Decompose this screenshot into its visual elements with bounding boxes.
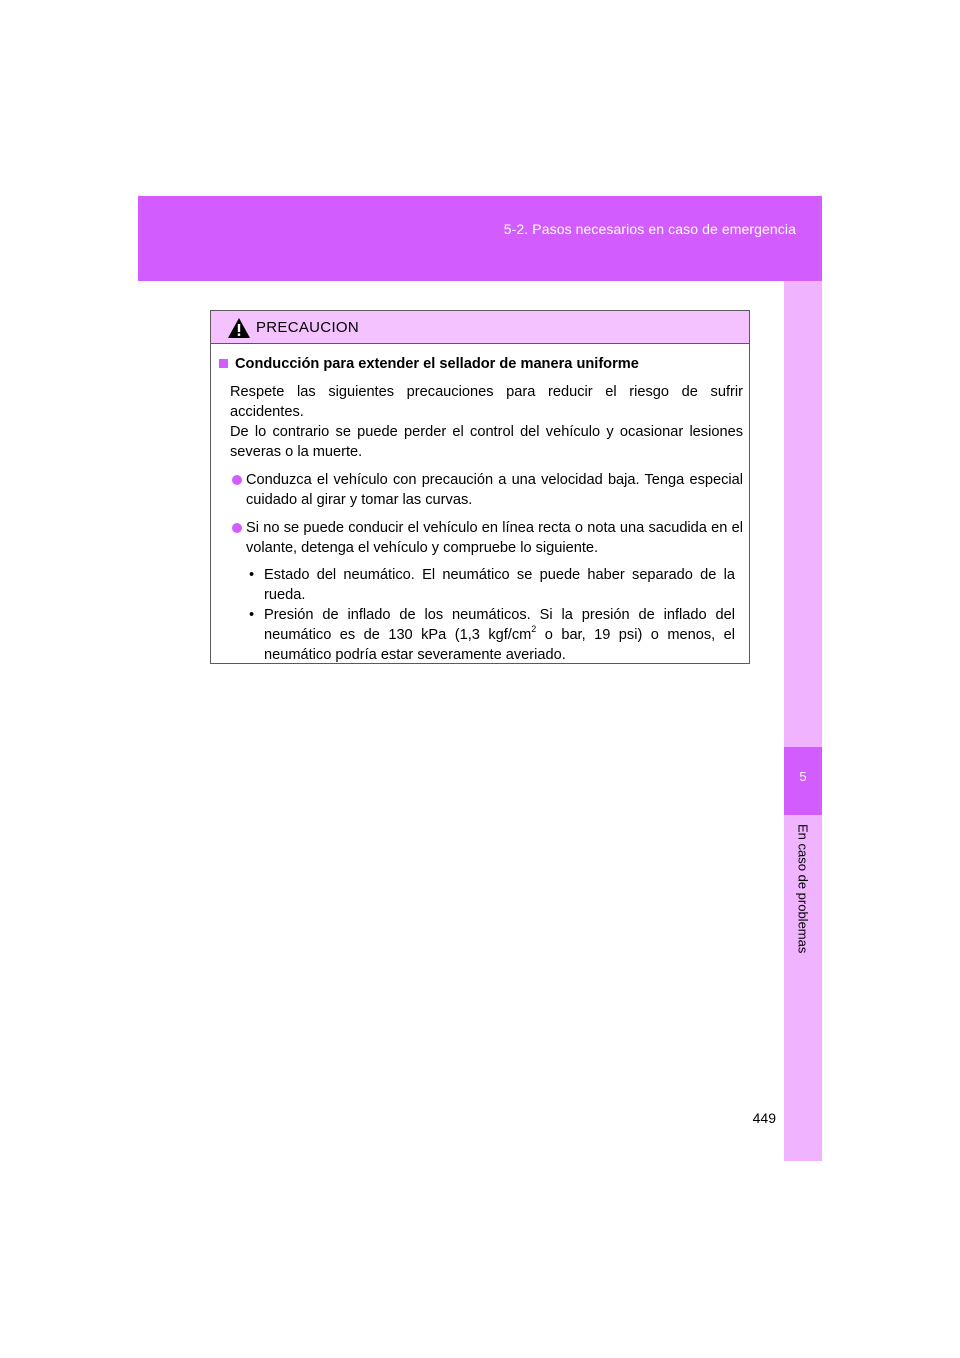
sub-bullet: • (249, 567, 255, 583)
sub-item-text-part: o bar, 19 psi) o menos, el neumático podría estar severamente averiado. (264, 627, 735, 663)
caution-header (211, 311, 749, 344)
chapter-title-text: En caso de problemas (795, 824, 811, 954)
sub-list-item (249, 605, 743, 665)
section-title: 5-2. Pasos necesarios en caso de emergencia (503, 221, 796, 237)
list-item (219, 518, 743, 558)
chapter-side-tab (784, 281, 822, 1161)
intro-text-1: Respete las siguientes precauciones para reducir el riesgo de sufrir accidentes. (230, 384, 743, 420)
caution-body (211, 344, 749, 665)
chapter-number-block (784, 747, 822, 815)
caution-label: PRECAUCION (256, 318, 360, 336)
list-item-text: Conduzca el vehículo con precaución a una velocidad baja. Tenga especial cuidado al girar y tomar las curvas. (246, 472, 743, 508)
list-item (219, 470, 743, 510)
sub-item-text: Estado del neumático. El neumático se puede haber separado de la rueda. (264, 567, 735, 603)
section-heading-text: Conducción para extender el sellador de manera uniforme (235, 356, 639, 372)
caution-box (210, 310, 750, 664)
page-header (138, 196, 822, 281)
section-heading (219, 354, 743, 374)
square-bullet-icon (219, 359, 228, 368)
sub-item-text-part: Presión de inflado de los neumáticos. Si la presión de inflado del neumático es de 130 kPa (1,3 kgf/cm (264, 607, 735, 643)
list-item-text: Si no se puede conducir el vehículo en línea recta o nota una sacudida en el volante, detenga el vehículo y compruebe lo siguiente. (246, 520, 743, 556)
intro-text-2: De lo contrario se puede perder el control del vehículo y ocasionar lesiones severas o la muerte. (230, 424, 743, 460)
superscript: 2 (531, 624, 537, 635)
chapter-number: 5 (799, 769, 807, 784)
warning-triangle-icon (227, 317, 251, 339)
sub-bullet: • (249, 607, 255, 623)
sub-list (219, 565, 743, 665)
circle-bullet-icon (232, 523, 242, 533)
chapter-title (784, 824, 822, 974)
intro-paragraph (219, 382, 743, 462)
sub-item-text (264, 605, 743, 665)
circle-bullet-icon (232, 475, 242, 485)
sub-list-item (249, 565, 743, 605)
page-number: 449 (752, 1110, 776, 1126)
